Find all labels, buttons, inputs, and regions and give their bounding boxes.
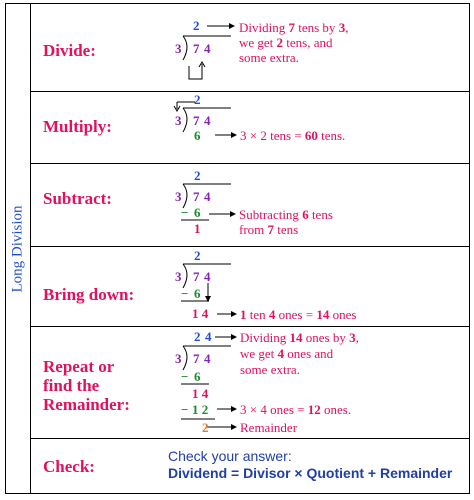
minus-sign-2: − (181, 402, 189, 417)
note-frag: tens (308, 207, 333, 222)
note-frag: ones. (320, 402, 352, 417)
note-frag: 7 (288, 20, 295, 35)
dividend-digit-1: 7 (193, 113, 200, 128)
note-frag: Dividing (239, 20, 289, 35)
note-frag: 4 (277, 346, 285, 361)
dividend-digit-1: 7 (193, 351, 200, 366)
divisor: 3 (175, 113, 182, 128)
check-instruction: Check your answer: (168, 448, 292, 464)
note-frag: , (355, 330, 359, 345)
note-frag: we get (240, 346, 278, 361)
note-line-4 (240, 402, 351, 417)
dividend-digit-2: 4 (204, 41, 211, 56)
dividend-digit-1: 7 (193, 41, 200, 56)
label-repeat-1: Repeat or (43, 357, 115, 376)
note-frag: , (345, 20, 349, 35)
minus-sign: − (181, 205, 189, 220)
sidebar (6, 4, 31, 493)
quotient-digit: 2 (194, 248, 201, 263)
note-line-1 (240, 307, 356, 322)
long-division-sheet (5, 3, 470, 494)
check-formula: Dividend = Divisor × Quotient + Remainder (168, 465, 453, 481)
divisor: 3 (175, 351, 182, 366)
note-frag: 6 (302, 207, 309, 222)
quotient-digit: 2 (193, 18, 200, 33)
note-frag: 14 (289, 330, 303, 345)
product-digit: 6 (194, 128, 201, 143)
label-multiply: Multiply: (43, 117, 112, 136)
note-frag: ones = (275, 307, 317, 322)
divisor: 3 (175, 41, 182, 56)
label-repeat-2: find the (43, 376, 100, 395)
label-subtract: Subtract: (43, 189, 112, 208)
label-divide: Divide: (43, 41, 96, 60)
note-line-2 (239, 35, 333, 50)
note-frag: 3 × 4 ones = (240, 402, 308, 417)
sidebar-title: Long Division (9, 204, 26, 293)
brought-down-number: 1 4 (192, 386, 209, 401)
quotient-digit: 2 (194, 329, 201, 344)
row-divide (31, 4, 469, 92)
divisor: 3 (175, 189, 182, 204)
dividend-digit-2: 4 (204, 189, 211, 204)
note-frag: tens. (317, 128, 346, 143)
note-frag: Dividing (240, 330, 290, 345)
label-check: Check: (43, 457, 95, 476)
quotient-digit: 2 (194, 92, 201, 107)
product-number-2: 1 2 (192, 402, 209, 417)
note-frag: 1 (240, 307, 247, 322)
divisor: 3 (175, 269, 182, 284)
note-frag: we get (239, 35, 277, 50)
note-line-1 (239, 207, 333, 222)
dividend-digit-2: 4 (204, 113, 211, 128)
note-line-5: Remainder (240, 420, 298, 435)
note-frag: 12 (307, 402, 321, 417)
minus-sign: − (181, 369, 189, 384)
note-frag: 2 (276, 35, 284, 50)
note-frag: 3 (349, 330, 356, 345)
note-line-1 (240, 330, 359, 345)
note-line-1 (239, 20, 348, 35)
difference-digit: 1 (194, 221, 201, 236)
note-frag: 14 (316, 307, 330, 322)
label-bring-down: Bring down: (43, 285, 135, 304)
note-frag: tens (274, 222, 299, 237)
note-frag: ten (246, 307, 269, 322)
note-frag: tens, and (283, 35, 333, 50)
dividend-digit-2: 4 (204, 269, 211, 284)
dividend-digit-1: 7 (193, 269, 200, 284)
quotient-digit: 2 (194, 168, 201, 183)
note-frag: ones and (284, 346, 334, 361)
note-frag: from (239, 222, 268, 237)
product-digit: 6 (194, 205, 201, 220)
row-subtract (31, 164, 469, 247)
dividend-digit-1: 7 (193, 189, 200, 204)
product-digit: 6 (194, 286, 201, 301)
note-frag: 3 (338, 20, 346, 35)
remainder-digit: 2 (202, 420, 209, 435)
row-multiply (31, 92, 469, 164)
dividend-digit-2: 4 (204, 351, 211, 366)
note-frag: Subtracting (239, 207, 303, 222)
product-digit: 6 (194, 369, 201, 384)
row-check (31, 439, 469, 495)
note-frag: 3 × 2 tens = (240, 128, 305, 143)
note-line-1 (240, 128, 345, 143)
note-line-3: some extra. (239, 50, 299, 65)
brought-down-number: 1 4 (192, 306, 209, 321)
note-frag: ones (329, 307, 357, 322)
note-frag: tens by (294, 20, 339, 35)
note-line-3: some extra. (240, 362, 300, 377)
quotient-digit-2: 4 (205, 329, 212, 344)
row-repeat (31, 327, 469, 439)
note-frag: ones by (302, 330, 350, 345)
label-repeat-3: Remainder: (43, 395, 130, 414)
note-line-2 (240, 346, 333, 361)
minus-sign: − (181, 286, 189, 301)
note-line-2 (239, 222, 298, 237)
note-frag: 60 (304, 128, 318, 143)
note-frag: 7 (267, 222, 275, 237)
row-bring-down (31, 247, 469, 327)
note-frag: 4 (268, 307, 276, 322)
